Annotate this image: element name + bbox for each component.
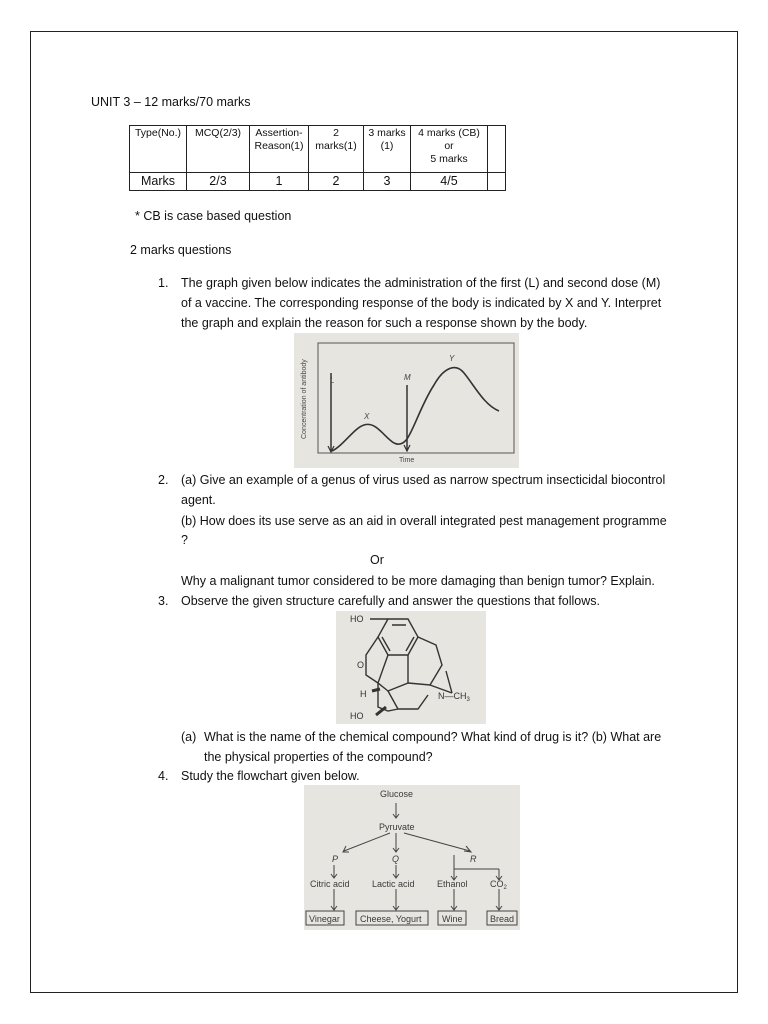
n-ch3-label: N—CH [438, 691, 467, 701]
table-cell: 1 [250, 173, 309, 191]
table-header-cell: 3 marks (1) [364, 126, 411, 173]
q2-line: ? [181, 533, 188, 547]
table-cell: 2 [309, 173, 364, 191]
label-x: X [364, 412, 370, 421]
table-header-row [130, 126, 506, 173]
q2-line: (a) Give an example of a genus of virus used as narrow spectrum insecticidal biocontrol [181, 473, 666, 487]
table-header-cell: 2 marks(1) [309, 126, 364, 173]
ho-top-label: HO [350, 614, 364, 624]
label-r: R [470, 854, 477, 864]
h-label: H [360, 689, 367, 699]
q3-number: 3. [158, 594, 169, 608]
q3-sub-label: (a) [181, 730, 197, 744]
chemical-structure [336, 611, 486, 724]
q2-line: agent. [181, 493, 216, 507]
unit-header: UNIT 3 – 12 marks/70 marks [91, 95, 251, 109]
cb-note: * CB is case based question [135, 209, 292, 223]
q1-line: of a vaccine. The corresponding response of the body is indicated by X and Y. Interpret [181, 296, 662, 310]
table-header-cell: 4 marks (CB) or 5 marks [411, 126, 488, 173]
table-row [130, 173, 506, 191]
ch3-subscript: 3 [466, 697, 470, 703]
wine-label: Wine [442, 914, 463, 924]
q4-line: Study the flowchart given below. [181, 769, 360, 783]
q3-sub-line: the physical properties of the compound? [204, 750, 433, 764]
antibody-graph [294, 333, 519, 468]
marks-table [129, 125, 506, 191]
ethanol-label: Ethanol [437, 879, 468, 889]
table-header-cell: Type(No.) [130, 126, 187, 173]
table-header-cell: MCQ(2/3) [187, 126, 250, 173]
label-p: P [332, 854, 339, 864]
table-cell: 2/3 [187, 173, 250, 191]
lactic-acid-label: Lactic acid [372, 879, 415, 889]
glucose-label: Glucose [380, 789, 414, 799]
q2-alt: Why a malignant tumor considered to be more damaging than benign tumor? Explain. [181, 574, 655, 588]
pyruvate-label: Pyruvate [379, 822, 415, 832]
q2-or: Or [370, 553, 384, 567]
label-y: Y [449, 354, 455, 363]
q1-line: The graph given below indicates the administration of the first (L) and second dose (M) [181, 276, 661, 290]
q2-number: 2. [158, 473, 169, 487]
ho-bottom-label: HO [350, 711, 364, 721]
q3-line: Observe the given structure carefully and answer the questions that follows. [181, 594, 600, 608]
citric-acid-label: Citric acid [310, 879, 350, 889]
table-header-cell: Assertion- Reason(1) [250, 126, 309, 173]
q1-number: 1. [158, 276, 169, 290]
table-header-cell [488, 126, 506, 173]
x-axis-label: Time [399, 457, 415, 464]
oxygen-label: O [357, 660, 365, 670]
fermentation-flowchart [304, 785, 520, 930]
label-l: L [330, 376, 335, 385]
label-m: M [404, 373, 411, 382]
q2-line: (b) How does its use serve as an aid in overall integrated pest management programme [181, 514, 667, 528]
q4-number: 4. [158, 769, 169, 783]
label-q: Q [392, 854, 400, 864]
y-axis-label: Concentration of antibody [301, 359, 308, 439]
table-cell: 3 [364, 173, 411, 191]
graph-axes [318, 343, 514, 453]
q1-line: the graph and explain the reason for such a response shown by the body. [181, 316, 588, 330]
table-cell [488, 173, 506, 191]
co2-label: CO [490, 879, 504, 889]
cheese-yogurt-label: Cheese, Yogurt [360, 914, 422, 924]
table-cell: Marks [130, 173, 187, 191]
section-title: 2 marks questions [130, 243, 232, 257]
q3-sub-line: What is the name of the chemical compound? What kind of drug is it? (b) What are [204, 730, 662, 744]
antibody-curve [332, 368, 499, 451]
table-cell: 4/5 [411, 173, 488, 191]
vinegar-label: Vinegar [309, 914, 340, 924]
svg-text:N—CH3 [438, 691, 471, 703]
bread-label: Bread [490, 914, 515, 924]
co2-subscript: 2 [503, 885, 507, 891]
